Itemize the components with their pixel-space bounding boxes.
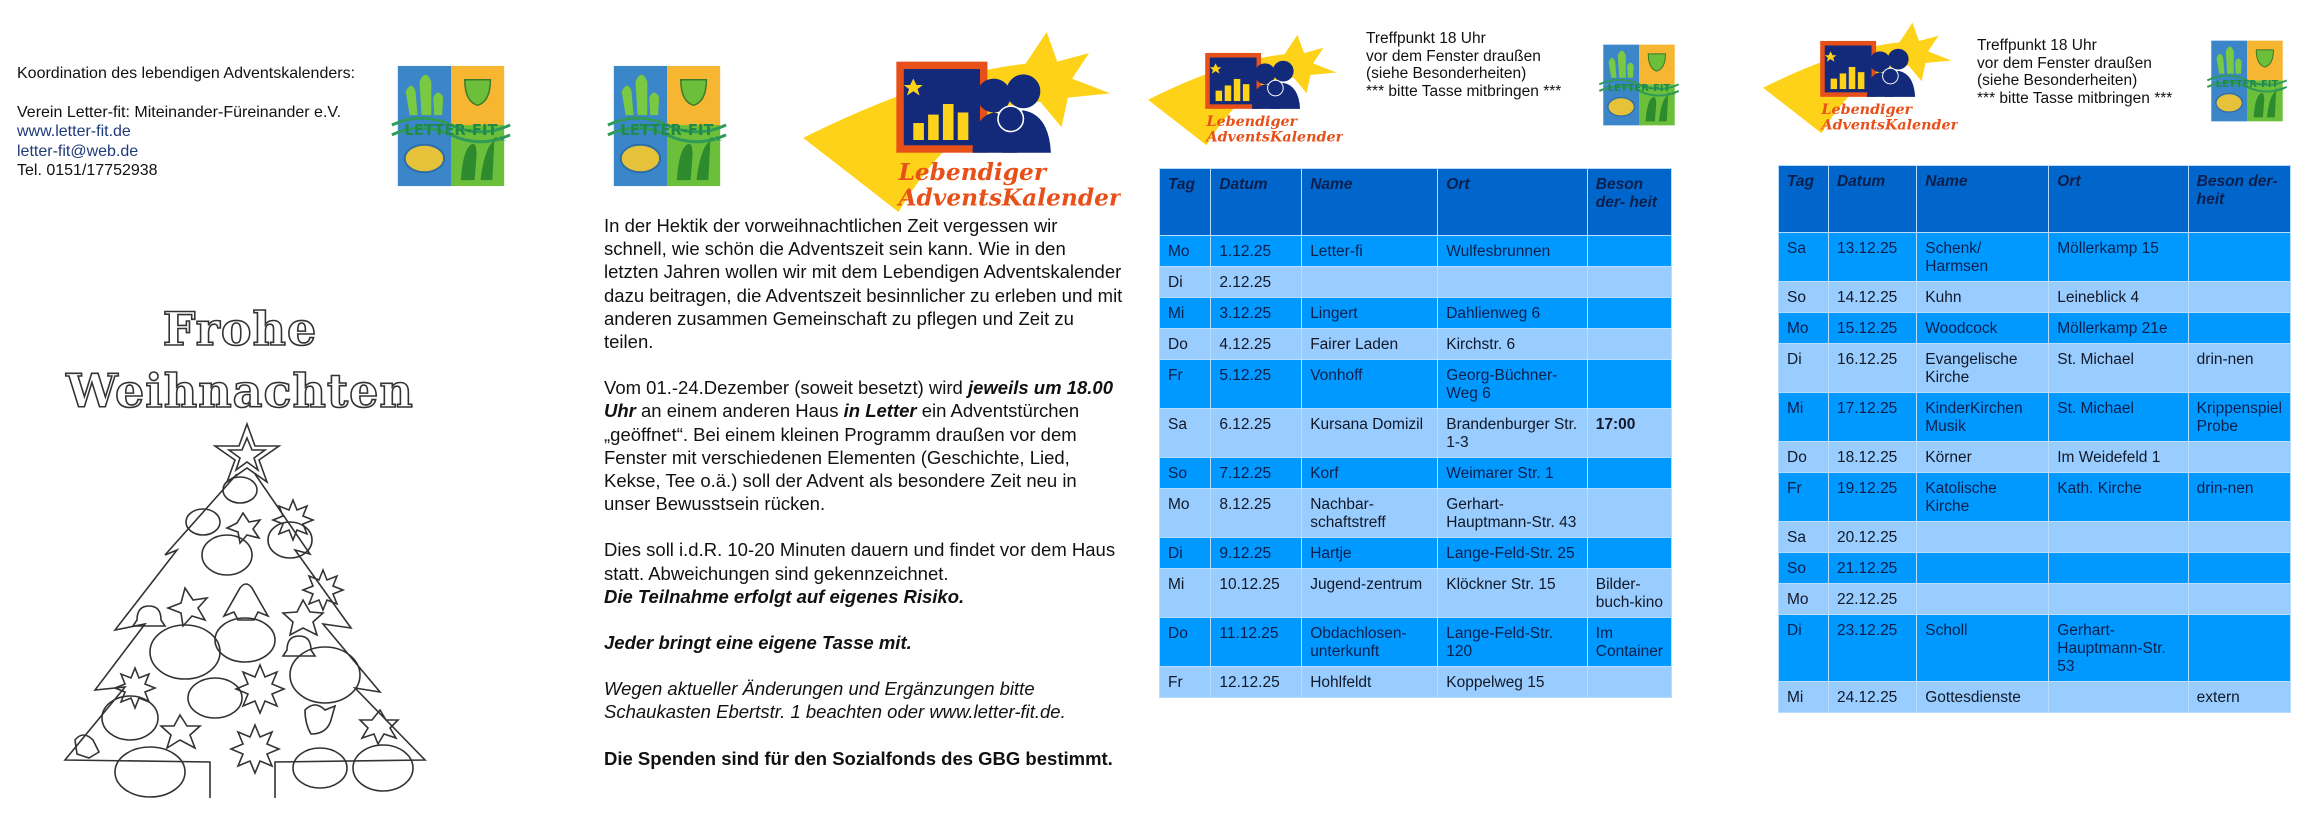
cell-ort: Dahlienweg 6 bbox=[1438, 298, 1588, 329]
cell-tag: Mi bbox=[1779, 393, 1829, 442]
cell-ort: Gerhart-Hauptmann-Str. 53 bbox=[2049, 615, 2188, 682]
phone-number: Tel. 0151/17752938 bbox=[17, 162, 158, 179]
cell-tag: Mi bbox=[1160, 298, 1211, 329]
letterfit-logo bbox=[386, 62, 516, 190]
cell-ort bbox=[1438, 267, 1588, 298]
cell-name: Lingert bbox=[1302, 298, 1438, 329]
cell-datum: 17.12.25 bbox=[1828, 393, 1916, 442]
panel-contact bbox=[0, 0, 560, 835]
cell-bes bbox=[2188, 615, 2290, 682]
cell-bes bbox=[2188, 553, 2290, 584]
advent-calendar-logo bbox=[802, 32, 1122, 212]
greeting-line-1: Frohe bbox=[162, 302, 318, 356]
panel-schedule-2 bbox=[1755, 0, 2300, 835]
col-header-besonderheit: Beson der- heit bbox=[2188, 166, 2290, 233]
cell-datum: 6.12.25 bbox=[1211, 409, 1302, 458]
table-header-row bbox=[1160, 169, 1672, 236]
cell-tag: Di bbox=[1779, 344, 1829, 393]
cell-name: KinderKirchen Musik bbox=[1917, 393, 2049, 442]
cell-datum: 5.12.25 bbox=[1211, 360, 1302, 409]
cell-ort: Wulfesbrunnen bbox=[1438, 236, 1588, 267]
col-header-tag: Tag bbox=[1160, 169, 1211, 236]
cell-tag: So bbox=[1779, 282, 1829, 313]
cell-ort: Brandenburger Str. 1-3 bbox=[1438, 409, 1588, 458]
cell-name: Letter-fi bbox=[1302, 236, 1438, 267]
cell-datum: 16.12.25 bbox=[1828, 344, 1916, 393]
cell-bes bbox=[2188, 584, 2290, 615]
coordination-heading: Koordination des lebendigen Adventskalenders: bbox=[17, 65, 356, 82]
cell-datum: 15.12.25 bbox=[1828, 313, 1916, 344]
ornament-star-icon bbox=[283, 600, 323, 635]
cell-datum: 7.12.25 bbox=[1211, 458, 1302, 489]
ornament-dove-icon bbox=[75, 735, 99, 758]
cell-tag: Fr bbox=[1160, 667, 1211, 698]
cell-bes bbox=[1587, 329, 1671, 360]
cell-tag: Fr bbox=[1779, 473, 1829, 522]
cell-datum: 24.12.25 bbox=[1828, 682, 1916, 713]
table-row bbox=[1779, 553, 2291, 584]
cell-name: Kuhn bbox=[1917, 282, 2049, 313]
christmas-tree-illustration bbox=[55, 410, 435, 800]
cell-name bbox=[1917, 522, 2049, 553]
table-row bbox=[1779, 473, 2291, 522]
cell-ort bbox=[2049, 584, 2188, 615]
table-row bbox=[1779, 522, 2291, 553]
table-row bbox=[1160, 618, 1672, 667]
cell-bes bbox=[1587, 360, 1671, 409]
cell-bes bbox=[1587, 298, 1671, 329]
cell-bes: Krippenspiel Probe bbox=[2188, 393, 2290, 442]
cell-ort: Weimarer Str. 1 bbox=[1438, 458, 1588, 489]
cell-name: Katolische Kirche bbox=[1917, 473, 2049, 522]
cell-bes: Bilder-buch-kino bbox=[1587, 569, 1671, 618]
table-row bbox=[1160, 236, 1672, 267]
meeting-point-note: Treffpunkt 18 Uhr vor dem Fenster draußen (siehe Besonderheiten) *** bitte Tasse mitbringen *** bbox=[1366, 30, 1562, 100]
ornament-dove-icon bbox=[305, 705, 335, 734]
cell-tag: Sa bbox=[1779, 522, 1829, 553]
cell-tag: Sa bbox=[1160, 409, 1211, 458]
cell-ort: Lange-Feld-Str. 25 bbox=[1438, 538, 1588, 569]
table-row bbox=[1160, 409, 1672, 458]
cell-tag: Fr bbox=[1160, 360, 1211, 409]
cell-datum: 13.12.25 bbox=[1828, 233, 1916, 282]
cell-tag: Mo bbox=[1779, 584, 1829, 615]
table-row bbox=[1779, 313, 2291, 344]
cell-datum: 3.12.25 bbox=[1211, 298, 1302, 329]
cell-tag: Di bbox=[1160, 538, 1211, 569]
cell-ort: Georg-Büchner-Weg 6 bbox=[1438, 360, 1588, 409]
table-row bbox=[1779, 442, 2291, 473]
ornament-bell-icon bbox=[283, 636, 315, 656]
cell-ort: Kirchstr. 6 bbox=[1438, 329, 1588, 360]
col-header-datum: Datum bbox=[1211, 169, 1302, 236]
cell-name: Scholl bbox=[1917, 615, 2049, 682]
cell-tag: So bbox=[1779, 553, 1829, 584]
schedule-table-part-1 bbox=[1159, 168, 1672, 698]
cell-bes bbox=[1587, 489, 1671, 538]
cell-bes: drin-nen bbox=[2188, 473, 2290, 522]
cell-bes bbox=[2188, 442, 2290, 473]
tree-top-star-icon bbox=[215, 424, 279, 482]
intro-donation-note: Die Spenden sind für den Sozialfonds des GBG bestimmt. bbox=[604, 747, 1113, 769]
cell-tag: Di bbox=[1779, 615, 1829, 682]
cell-bes bbox=[1587, 538, 1671, 569]
contact-block bbox=[17, 64, 355, 181]
table-header-row bbox=[1779, 166, 2291, 233]
cell-datum: 18.12.25 bbox=[1828, 442, 1916, 473]
panel-schedule-1 bbox=[1140, 0, 1700, 835]
col-header-besonderheit: Beson der- heit bbox=[1587, 169, 1671, 236]
cell-tag: So bbox=[1160, 458, 1211, 489]
cell-ort bbox=[2049, 553, 2188, 584]
cell-tag: Do bbox=[1160, 618, 1211, 667]
col-header-name: Name bbox=[1917, 166, 2049, 233]
table-row bbox=[1160, 298, 1672, 329]
cell-ort: Möllerkamp 15 bbox=[2049, 233, 2188, 282]
email-link[interactable]: letter-fit@web.de bbox=[17, 142, 139, 160]
cell-ort bbox=[2049, 522, 2188, 553]
cell-datum: 22.12.25 bbox=[1828, 584, 1916, 615]
cell-name: Woodcock bbox=[1917, 313, 2049, 344]
cell-bes bbox=[2188, 313, 2290, 344]
cell-name: Schenk/ Harmsen bbox=[1917, 233, 2049, 282]
cell-datum: 21.12.25 bbox=[1828, 553, 1916, 584]
ornament-star-icon bbox=[168, 588, 207, 626]
meeting-point-note: Treffpunkt 18 Uhr vor dem Fenster draußen (siehe Besonderheiten) *** bitte Tasse mitbringen *** bbox=[1977, 37, 2173, 107]
cell-datum: 8.12.25 bbox=[1211, 489, 1302, 538]
website-link[interactable]: www.letter-fit.de bbox=[17, 123, 131, 140]
cell-datum: 23.12.25 bbox=[1828, 615, 1916, 682]
cell-name: Vonhoff bbox=[1302, 360, 1438, 409]
intro-text bbox=[604, 214, 1124, 793]
cell-ort: Lange-Feld-Str. 120 bbox=[1438, 618, 1588, 667]
ornament-star-icon bbox=[161, 715, 200, 748]
table-row bbox=[1160, 329, 1672, 360]
cell-name: Korf bbox=[1302, 458, 1438, 489]
intro-changes-note: Wegen aktueller Änderungen und Ergänzungen bitte Schaukasten Ebertstr. 1 beachten oder www.letter-fit.de. bbox=[604, 678, 1066, 723]
cell-ort: Koppelweg 15 bbox=[1438, 667, 1588, 698]
table-row bbox=[1160, 458, 1672, 489]
letterfit-logo bbox=[602, 62, 732, 190]
table-row bbox=[1160, 360, 1672, 409]
cell-bes bbox=[2188, 282, 2290, 313]
cell-bes: 17:00 bbox=[1587, 409, 1671, 458]
table-row bbox=[1779, 584, 2291, 615]
cell-name: Evangelische Kirche bbox=[1917, 344, 2049, 393]
cell-bes: extern bbox=[2188, 682, 2290, 713]
cell-datum: 19.12.25 bbox=[1828, 473, 1916, 522]
letterfit-logo bbox=[2203, 38, 2291, 124]
table-row bbox=[1160, 538, 1672, 569]
advent-calendar-logo bbox=[1763, 22, 1958, 134]
tree-top-star-inner-icon bbox=[229, 438, 265, 470]
cell-ort: Im Weidefeld 1 bbox=[2049, 442, 2188, 473]
table-row bbox=[1160, 667, 1672, 698]
col-header-tag: Tag bbox=[1779, 166, 1829, 233]
table-row bbox=[1779, 615, 2291, 682]
table-row bbox=[1779, 682, 2291, 713]
ornament-star-icon bbox=[227, 513, 260, 543]
ornament-burst-icon bbox=[231, 725, 279, 773]
cell-name: Hohlfeldt bbox=[1302, 667, 1438, 698]
table-row bbox=[1779, 282, 2291, 313]
cell-bes bbox=[1587, 236, 1671, 267]
cell-name: Nachbar-schaftstreff bbox=[1302, 489, 1438, 538]
cell-tag: Mi bbox=[1779, 682, 1829, 713]
cell-datum: 20.12.25 bbox=[1828, 522, 1916, 553]
table-row bbox=[1779, 233, 2291, 282]
cell-tag: Do bbox=[1779, 442, 1829, 473]
cell-tag: Mo bbox=[1160, 489, 1211, 538]
panel-intro bbox=[580, 0, 1140, 835]
intro-paragraph-3: Dies soll i.d.R. 10-20 Minuten dauern und findet vor dem Haus statt. Abweichungen sind gekennzeichnet. Die Teilnahme erfolgt auf eigenes Risiko. bbox=[604, 539, 1116, 607]
ornament-burst-icon bbox=[273, 500, 313, 540]
cell-name: Körner bbox=[1917, 442, 2049, 473]
cell-bes bbox=[1587, 458, 1671, 489]
schedule-table-part-2 bbox=[1778, 165, 2291, 713]
cell-bes bbox=[2188, 233, 2290, 282]
cell-ort: Gerhart-Hauptmann-Str. 43 bbox=[1438, 489, 1588, 538]
letterfit-logo bbox=[1595, 42, 1683, 128]
cell-name bbox=[1302, 267, 1438, 298]
table-row bbox=[1160, 489, 1672, 538]
table-row bbox=[1160, 267, 1672, 298]
col-header-ort: Ort bbox=[2049, 166, 2188, 233]
cell-name: Fairer Laden bbox=[1302, 329, 1438, 360]
cell-datum: 12.12.25 bbox=[1211, 667, 1302, 698]
cell-ort: Leineblick 4 bbox=[2049, 282, 2188, 313]
greeting-line-2: Weihnachten bbox=[66, 364, 414, 418]
cell-datum: 11.12.25 bbox=[1211, 618, 1302, 667]
ornament-angel-icon bbox=[224, 584, 268, 620]
cell-bes bbox=[1587, 667, 1671, 698]
organization-name: Verein Letter-fit: Miteinander-Füreinander e.V. bbox=[17, 103, 342, 121]
cell-tag: Sa bbox=[1779, 233, 1829, 282]
cell-tag: Mo bbox=[1160, 236, 1211, 267]
table-row bbox=[1779, 393, 2291, 442]
col-header-ort: Ort bbox=[1438, 169, 1588, 236]
cell-name: Obdachlosen-unterkunft bbox=[1302, 618, 1438, 667]
cell-bes bbox=[1587, 267, 1671, 298]
cell-ort: St. Michael bbox=[2049, 393, 2188, 442]
cell-bes bbox=[2188, 522, 2290, 553]
intro-paragraph-1: In der Hektik der vorweihnachtlichen Zeit vergessen wir schnell, wie schön die Adventszeit sein kann. Wie in den letzten Jahren wollen wir mit dem Lebendigen Adventskalender dazu beitragen, die Adventszeit besinnlicher zu erleben und mit anderen zusammen Gemeinschaft zu pflegen und Zeit zu teilen. bbox=[604, 215, 1123, 353]
cell-ort bbox=[2049, 682, 2188, 713]
cell-ort: Klöckner Str. 15 bbox=[1438, 569, 1588, 618]
cell-ort: Möllerkamp 21e bbox=[2049, 313, 2188, 344]
cell-ort: Kath. Kirche bbox=[2049, 473, 2188, 522]
intro-paragraph-2: Vom 01.-24.Dezember (soweit besetzt) wird jeweils um 18.00 Uhr an einem anderen Haus in Letter ein Adventstürchen „geöffnet“. Bei einem kleinen Programm draußen vor dem Fenster mit verschiedenen Elementen (Geschichte, Lied, Kekse, Tee o.ä.) soll der Advent als besondere Zeit neu in unser Bewusstsein rücken. bbox=[604, 377, 1113, 515]
ornament-bell-icon bbox=[133, 606, 165, 626]
col-header-name: Name bbox=[1302, 169, 1438, 236]
cell-tag: Do bbox=[1160, 329, 1211, 360]
cell-datum: 14.12.25 bbox=[1828, 282, 1916, 313]
cell-bes: drin-nen bbox=[2188, 344, 2290, 393]
table-row bbox=[1779, 344, 2291, 393]
intro-cup-note: Jeder bringt eine eigene Tasse mit. bbox=[604, 632, 912, 654]
cell-name: Kursana Domizil bbox=[1302, 409, 1438, 458]
cell-name bbox=[1917, 553, 2049, 584]
cell-name: Hartje bbox=[1302, 538, 1438, 569]
cell-tag: Di bbox=[1160, 267, 1211, 298]
advent-calendar-logo bbox=[1148, 34, 1343, 146]
cell-name: Jugend-zentrum bbox=[1302, 569, 1438, 618]
greeting-title bbox=[30, 298, 450, 422]
tree-outline bbox=[65, 474, 425, 798]
cell-tag: Mi bbox=[1160, 569, 1211, 618]
cell-datum: 1.12.25 bbox=[1211, 236, 1302, 267]
cell-name bbox=[1917, 584, 2049, 615]
col-header-datum: Datum bbox=[1828, 166, 1916, 233]
cell-ort: St. Michael bbox=[2049, 344, 2188, 393]
cell-datum: 9.12.25 bbox=[1211, 538, 1302, 569]
cell-datum: 2.12.25 bbox=[1211, 267, 1302, 298]
table-row bbox=[1160, 569, 1672, 618]
cell-datum: 10.12.25 bbox=[1211, 569, 1302, 618]
cell-tag: Mo bbox=[1779, 313, 1829, 344]
cell-datum: 4.12.25 bbox=[1211, 329, 1302, 360]
cell-name: Gottesdienste bbox=[1917, 682, 2049, 713]
ornament-burst-icon bbox=[236, 665, 284, 713]
cell-bes: Im Container bbox=[1587, 618, 1671, 667]
